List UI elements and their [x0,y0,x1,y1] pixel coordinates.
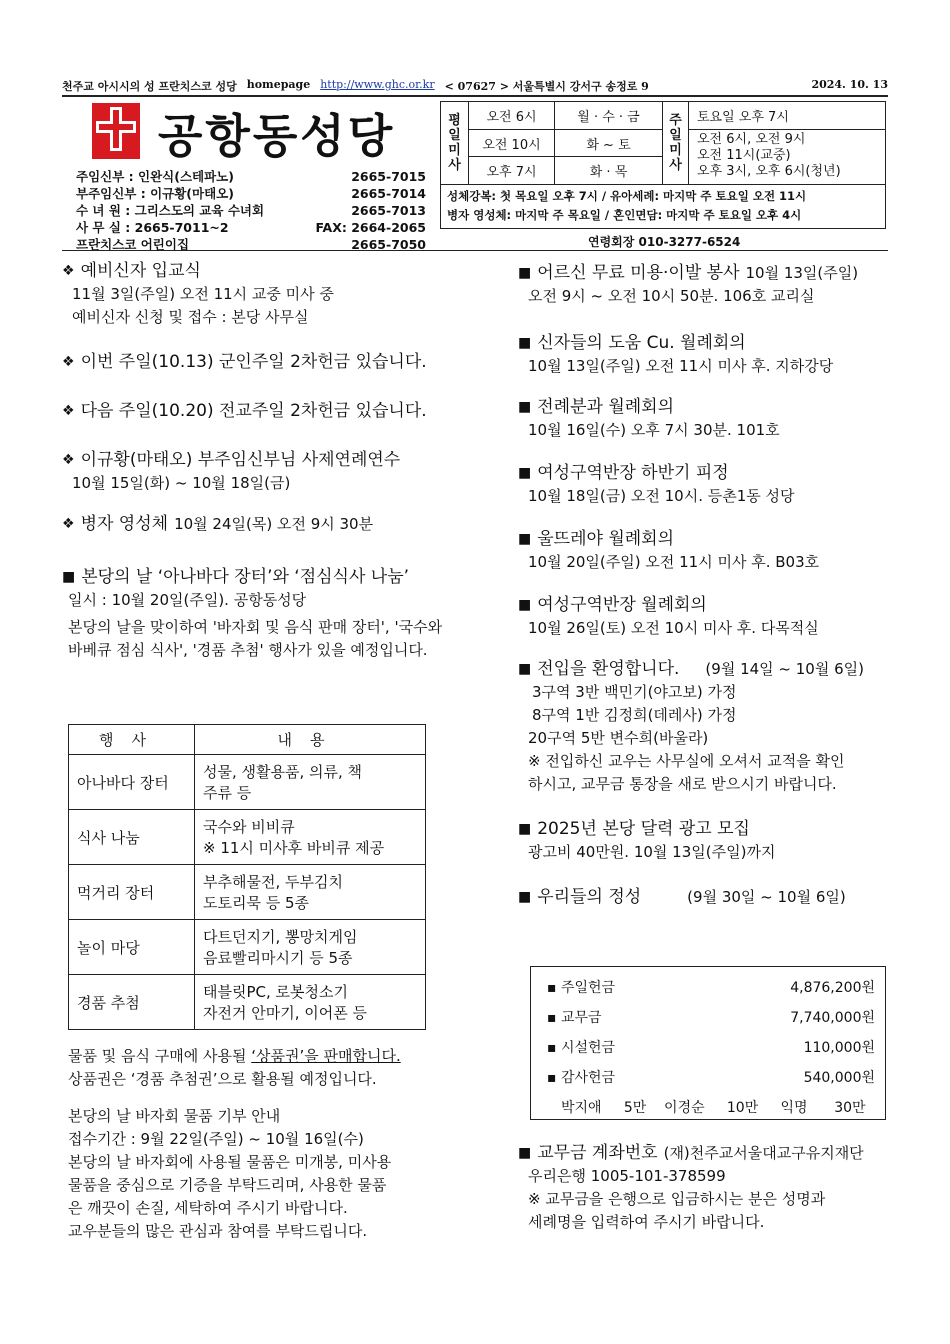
homepage-label: homepage [246,78,311,91]
section-text: 본당의 날 바자회에 사용될 물품은 미개봉, 미사용 [68,1153,392,1171]
section-heading: ■ 2025년 본당 달력 광고 모집 [518,819,750,839]
funeral-contact: 연령회장 010-3277-6524 [588,235,741,249]
bullet-icon: ❖ [62,452,75,468]
weekday-mass-label: 평 일 미 사 [441,102,469,184]
section-heading: ■ 우리들의 정성 (9월 30일 ~ 10월 6일) [518,887,846,907]
section-text: ※ 전입하신 교우는 사무실에 오셔서 교적을 확인 [528,752,845,770]
section-text: 10월 18일(금) 오전 10시. 등촌1동 성당 [528,487,795,505]
section-text: 11월 3일(주일) 오전 11시 교중 미사 중 [72,285,334,303]
weekday-mass-days: 월 · 수 · 금 [555,102,663,130]
bullet-icon: ❖ [62,516,75,532]
section-text: 일시 : 10월 20일(주일). 공항동성당 [68,591,307,609]
page-title: 공항동성당 [158,109,396,163]
section-text: 20구역 5반 변수희(바울라) [528,729,709,747]
section-heading: ■ 어르신 무료 미용·이발 봉사 10월 13일(주일) [518,263,859,283]
bullet-icon: ■ [62,569,76,585]
bullet-icon: ■ [518,531,532,547]
staff-row: 수 녀 원 : 그리스도의 교육 수녀회 2665-7013 [76,203,426,218]
staff-directory [76,168,426,253]
section-heading: ❖ 다음 주일(10.20) 전교주일 2차헌금 있습니다. [62,401,427,421]
header-divider [62,95,888,97]
bullet-icon: ❖ [62,403,75,419]
offering-row: ▪ 교무금 7,740,000원 [547,1010,875,1026]
table-header: 행사 [69,725,195,755]
bullet-icon: ■ [518,465,532,481]
staff-row: 프란치스코 어린이집 2665-7050 [76,237,426,252]
section-text: 10월 20일(주일) 오전 11시 미사 후. B03호 [528,553,820,571]
section-text: 오전 9시 ~ 오전 10시 50분. 106호 교리실 [528,287,815,305]
offerings-box [530,966,886,1120]
table-header: 내용 [195,725,426,755]
bullet-icon: ❖ [62,354,75,370]
offering-row: ▪ 시설헌금 110,000원 [547,1040,875,1056]
bullet-icon: ■ [518,597,532,613]
weekday-mass-time: 오후 7시 [469,157,555,184]
right-column-bottom [518,1142,908,1234]
section-heading: ■ 울뜨레야 월례회의 [518,529,675,549]
section-text: 10월 16일(수) 오후 7시 30분. 101호 [528,421,780,439]
address: < 07627 > 서울특별시 강서구 송정로 9 [444,80,649,93]
sunday-mass-label: 주 일 미 사 [663,102,689,184]
right-column [518,262,898,909]
weekday-mass-days: 화 ~ 토 [555,130,663,157]
donor-list: 박지애 5만 이경순 10만 익명 30만 [561,1100,866,1116]
section-heading: ❖ 병자 영성체 10월 24일(목) 오전 9시 30분 [62,514,374,534]
section-text: 10월 15일(화) ~ 10월 18일(금) [72,474,291,492]
section-heading: ❖ 예비신자 입교식 [62,261,201,281]
top-info-line [62,78,888,94]
bullet-icon: ❖ [62,263,75,279]
section-text: 물품을 중심으로 기증을 부탁드리며, 사용한 물품 [68,1176,387,1194]
section-heading: ■ 전례분과 월례회의 [518,397,675,417]
table-row: 먹거리 장터 부추해물전, 두부김치 도토리묵 등 5종 [69,865,426,920]
bullet-icon: ■ [518,265,532,281]
table-row: 아나바다 장터 성물, 생활용품, 의류, 책 주류 등 [69,755,426,810]
bulletin-date: 2024. 10. 13 [811,78,888,91]
parish-name: 천주교 아시시의 성 프란치스코 성당 [62,80,237,93]
event-table [68,724,426,1030]
section-text: 3구역 3반 백민기(야고보) 가정 [532,683,737,701]
bullet-icon: ■ [518,889,532,905]
staff-row: 주임신부 : 인완식(스테파노) 2665-7015 [76,169,426,184]
offering-row: ▪ 감사헌금 540,000원 [547,1070,875,1086]
table-row: 놀이 마당 다트던지기, 뽕망치게임 음료빨리마시기 등 5종 [69,920,426,975]
section-heading: ■ 여성구역반장 월례회의 [518,595,707,615]
section-heading: ■ 전입을 환영합니다. (9월 14일 ~ 10월 6일) [518,659,864,679]
section-text: 접수기간 : 9월 22일(주일) ~ 10월 16일(수) [68,1130,364,1148]
section-heading: ■ 교무금 계좌번호 (재)천주교서울대교구유지재단 [518,1143,864,1163]
weekday-mass-days: 화 · 목 [555,157,663,184]
bullet-icon: ■ [518,399,532,415]
homepage-link[interactable]: http://www.ghc.or.kr [320,78,435,91]
section-text: 상품권은 ‘경품 추첨권’으로 활용될 예정입니다. [68,1070,377,1088]
section-text: 광고비 40만원. 10월 13일(주일)까지 [528,843,776,861]
section-text: ※ 교무금을 은행으로 입금하시는 분은 성명과 [528,1190,826,1208]
section-text: 우리은행 1005-101-378599 [528,1167,726,1185]
section-text: 교우분들의 많은 관심과 참여를 부탁드립니다. [68,1222,368,1240]
section-text: 본당의 날 바자회 물품 기부 안내 [68,1107,281,1125]
section-heading: ■ 신자들의 도움 Cu. 월례회의 [518,333,746,353]
section-text: 10월 26일(토) 오전 10시 미사 후. 다목적실 [528,619,819,637]
section-text: 세례명을 입력하여 주시기 바랍니다. [528,1213,765,1231]
sacrament-notes: 성체강복: 첫 목요일 오후 7시 / 유아세례: 마지막 주 토요일 오전 11시 병자 영성체: 마지막 주 목요일 / 혼인면담: 마지막 주 토요일 오후 4시 [440,185,886,229]
church-logo-icon [92,103,140,159]
section-heading: ❖ 이규황(마태오) 부주임신부님 사제연례연수 [62,450,401,470]
sunday-mass-times: 오전 6시, 오전 9시 오전 11시(교중) 오후 3시, 오후 6시(청년) [697,132,841,179]
mass-schedule-box [440,101,886,185]
section-text: 10월 13일(주일) 오전 11시 미사 후. 지하강당 [528,357,834,375]
staff-row: 부주임신부 : 이규황(마태오) 2665-7014 [76,186,426,201]
bullet-icon: ■ [518,1145,532,1161]
table-row: 식사 나눔 국수와 비비큐 ※ 11시 미사후 바비큐 제공 [69,810,426,865]
section-text: 8구역 1반 김정희(데레사) 가정 [532,706,737,724]
section-heading: ❖ 이번 주일(10.13) 군인주일 2차헌금 있습니다. [62,352,427,372]
content-divider [62,250,888,251]
section-text: 예비신자 신청 및 접수 : 본당 사무실 [72,308,309,326]
left-column-bottom [68,1045,448,1243]
section-heading: ■ 본당의 날 ‘아나바다 장터’와 ‘점심식사 나눔’ [62,567,410,587]
staff-row: 사 무 실 : 2665-7011~2 FAX: 2664-2065 [76,220,426,235]
section-text: 은 깨끗이 손질, 세탁하여 주시기 바랍니다. [68,1199,348,1217]
weekday-mass-time: 오전 10시 [469,130,555,157]
left-column [62,260,452,662]
section-heading: ■ 여성구역반장 하반기 피정 [518,463,729,483]
bullet-icon: ■ [518,335,532,351]
section-text: 본당의 날을 맞이하여 '바자회 및 음식 판매 장터', '국수와 바베큐 점심 식사', '경품 추첨' 행사가 있을 예정입니다. [68,618,443,659]
bullet-icon: ■ [518,661,532,677]
offering-row: ▪ 주일헌금 4,876,200원 [547,980,875,996]
section-text: 물품 및 음식 구매에 사용될 ‘상품권’을 판매합니다. [68,1047,401,1065]
weekday-mass-time: 오전 6시 [469,102,555,130]
table-row: 경품 추첨 태블릿PC, 로봇청소기 자전거 안마기, 이어폰 등 [69,975,426,1030]
saturday-mass: 토요일 오후 7시 [689,102,885,130]
bullet-icon: ■ [518,821,532,837]
section-text: 하시고, 교무금 통장을 새로 받으시기 바랍니다. [528,775,837,793]
